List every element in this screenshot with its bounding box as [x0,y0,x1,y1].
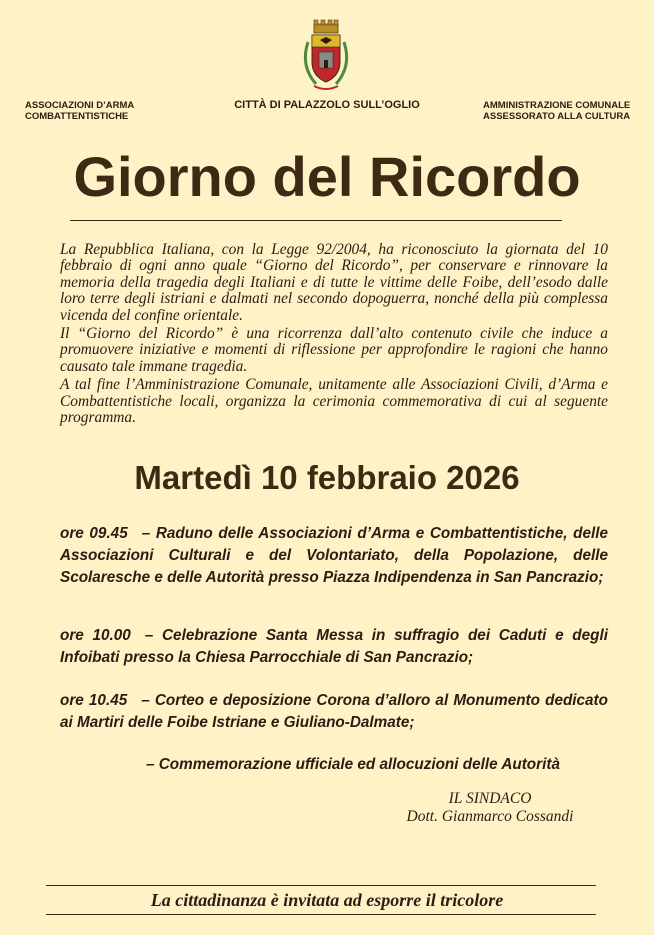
program-description: – Celebrazione Santa Messa in suffragio dei Caduti e degli Infoibati presso la Chiesa Parrocchiale di San Pancrazio; [60,627,608,666]
intro-text [60,242,608,428]
program-description: – Raduno delle Associazioni d’Arma e Combattentistiche, delle Associazioni Culturali e del Volontariato, della Popolazione, delle Scolaresche e delle Autorità presso Piazza Indipendenza in San Pancrazio; [60,525,608,586]
program-item [60,690,608,734]
program-description: – Corteo e deposizione Corona d’alloro al Monumento dedicato ai Martiri delle Foibe Istriane e Giuliano-Dalmate; [60,692,609,731]
intro-paragraph: La Repubblica Italiana, con la Legge 92/2004, ha riconosciuto la giornata del 10 febbraio di ogni anno quale “Giorno del Ricordo”, per conservare e rinnovare la memoria della tragedia degli Italiani e di tutte le vittime delle Foibe, dell’esodo dalle loro terre degli istriani e dalmati nel secondo dopoguerra, nonché della più complessa vicenda del confine orientale. [60,241,608,324]
footer-invitation: La cittadinanza è invitata ad esporre il tricolore [150,890,504,910]
program-item [60,523,608,589]
program-time: ore 10.00 [60,627,131,644]
program-time: ore 09.45 [60,525,128,542]
signature-role: IL SINDACO [448,790,532,807]
header-left-associations: ASSOCIAZIONI D’ARMA COMBATTENTISTICHE [25,100,134,122]
event-date: Martedì 10 febbraio 2026 [134,459,520,496]
program-item [60,625,608,669]
intro-paragraph: A tal fine l’Amministrazione Comunale, unitamente alle Associazioni Civili, d’Arma e Combattentistiche locali, organizza la cerimonia commemorativa di cui al seguente programma. [60,376,608,427]
title-divider [70,220,562,221]
footer-divider-bottom [46,914,596,915]
footer-divider-top [46,885,596,886]
program-item [146,754,616,776]
program-time: ore 10.45 [60,692,128,709]
program-description: – Commemorazione ufficiale ed allocuzioni delle Autorità [146,756,560,773]
header-right-administration: AMMINISTRAZIONE COMUNALE ASSESSORATO ALLA CULTURA [483,100,631,122]
intro-paragraph: Il “Giorno del Ricordo” è una ricorrenza dall’alto contenuto civile che induce a promuovere iniziative e momenti di riflessione per approfondire le ragioni che hanno causato tale immane tragedia. [60,325,608,375]
header-city-name: CITTÀ DI PALAZZOLO SULL’OGLIO [234,99,420,111]
municipal-coat-of-arms-icon [298,18,354,98]
page-title: Giorno del Ricordo [73,145,581,208]
signature-name: Dott. Gianmarco Cossandi [406,808,574,825]
